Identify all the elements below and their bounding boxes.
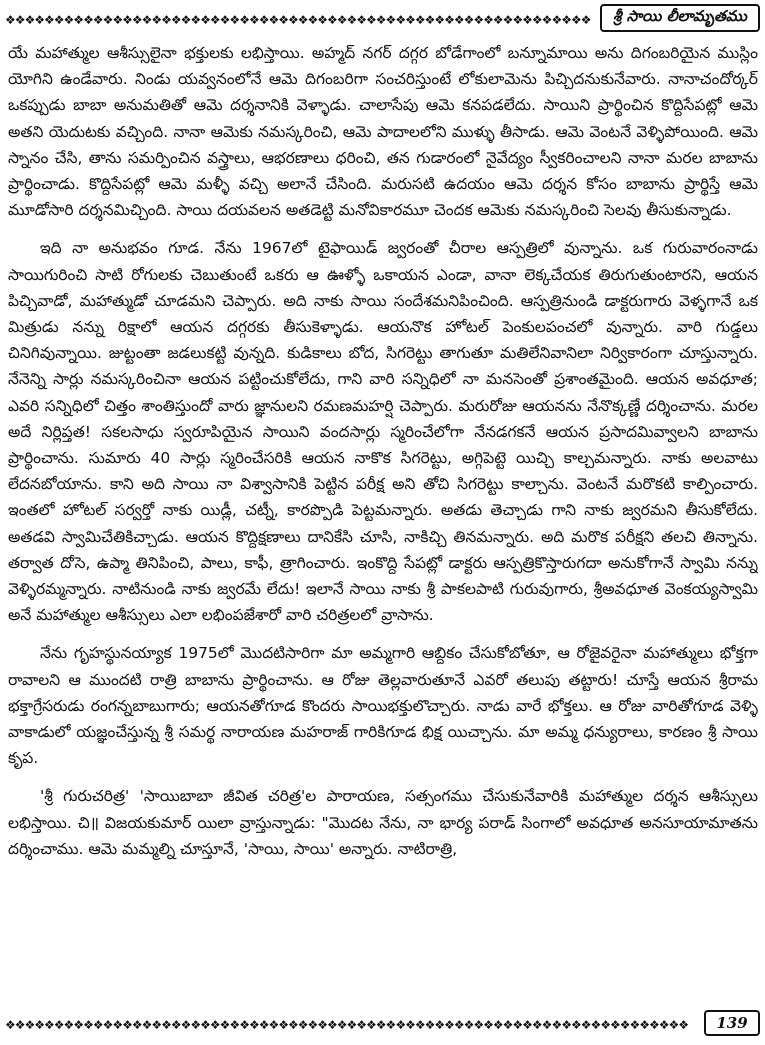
footer-ornament-border: ❖❖❖❖❖❖❖❖❖❖❖❖❖❖❖❖❖❖❖❖❖❖❖❖❖❖❖❖❖❖❖❖❖❖❖❖❖❖❖❖❖❖❖❖❖❖❖❖❖❖❖❖❖❖❖❖❖❖❖❖❖❖❖❖❖❖❖❖❖❖ <box>5 1018 689 1032</box>
paragraph-1: యే మహాత్ముల ఆశీస్సులైనా భక్తులకు లభిస్తాయి. అహ్మద్ నగర్ దగ్గర బోడేగాంలో బన్నూమాయి అను దిగంబరియైన ముస్లిం యోగిని ఉండేవారు. నిండు యవ్వనంలోనే ఆమె దిగంబరిగా సంచరిస్తుంటే లోకులామెను పిచ్చిదనుకునేవారు. నానాచందోర్కర్ ఒకప్పుడు బాబా అనుమతితో ఆమె దర్శనానికి వెళ్ళాడు. చాలాసేపు ఆమె కనపడలేదు. సాయిని ప్రార్థించిన కొద్దిసేపట్లో ఆమె అతని యెదుటకు వచ్చింది. నానా ఆమెకు నమస్కరించి, ఆమె పాదాలలోని ముళ్ళు తీసాడు. ఆమె వెంటనే వెళ్ళిపోయింది. ఆమె స్నానం చేసి, తాను సమర్పించిన వస్త్రాలు, ఆభరణాలు ధరించి, తన గుడారంలో నైవేద్యం స్వీకరించాలని నానా మరల బాబాను ప్రార్థించాడు. కొద్దిసేపట్లో ఆమె మళ్ళీ వచ్చి అలానే చేసింది. మరుసటి ఉదయం ఆమె దర్శన కోసం బాబాను ప్రార్థిస్తే ఆమె మూడోసారి దర్శనమిచ్చింది. సాయి దయవలన అతడెట్టి మనోవికారమూ చెందక ఆమెకు నమస్కరించి సెలవు తీసుకున్నాడు. <box>8 44 758 220</box>
running-book-title: శ్రీ సాయి లీలామృతము <box>600 4 760 32</box>
paragraph-2: ఇది నా అనుభవం గూడ. నేను 1967లో టైఫాయిడ్ జ్వరంతో చీరాల ఆస్పత్రిలో వున్నాను. ఒక గురువారంనాడు సాయిగురించి సాటి రోగులకు చెబుతుంటే ఒకరు ఆ ఊళ్ళో ఒకాయన ఎండా, వానా లెక్కచేయక తిరుగుతుంటారని, ఆయన పిచ్చివాడో, మహాత్ముడో చూడమని చెప్పారు. అది నాకు సాయి సందేశమనిపించింది. ఆస్పత్రినుండి డాక్టరుగారు వెళ్ళగానే ఒక మిత్రుడు నన్ను రిక్షాలో ఆయన దగ్గరకు తీసుకెళ్ళాడు. ఆయనొక హోటల్ పెంకులపంచలో వున్నారు. వారి గుడ్డలు చినిగివున్నాయి. జుట్టంతా జడలుకట్టి వున్నది. కుడికాలు బోద, సిగరెట్టు తాగుతూ మతిలేనివానిలా నిర్వికారంగా చూస్తున్నారు. నేనెన్ని సార్లు నమస్కరించినా ఆయన పట్టించుకోలేదు, గాని వారి సన్నిధిలో నా మనసెంతో ప్రశాంతమైంది. ఆయన అవధూత; ఎవరి సన్నిధిలో చిత్తం శాంతిస్తుందో వారు జ్ఞానులని రమణమహర్షి చెప్పారు. మరురోజు ఆయనను నేనొక్కణ్ణే దర్శించాను. మరల అదే నిర్లిప్తత! సకలసాధు స్వరూపియైన సాయిని వందసార్లు స్మరించేలోగా నేనడగకనే ఆయన ప్రసాదమివ్వాలని బాబాను ప్రార్థించాను. సుమారు 40 సార్లు స్మరించేసరికి ఆయన నాకొక సిగరెట్టు, అగ్గిపెట్టె యిచ్చి కాల్చమన్నారు. నాకు అలవాటు లేదనబోయాను. కాని అది సాయి నా విశ్వాసానికి పెట్టిన పరీక్ష అని తోచి సిగరెట్టు కాల్చాను. వెంటనే మరొకటి కాల్పించారు. ఇంతలో హోటల్ సర్వర్తో నాకు యిడ్లీ, చట్నీ, కారప్పొడి పెట్టమన్నారు. అతడు తెచ్చాడు గాని నాకు జ్వరమని తీసుకోలేదు. అతడవి స్వామిచేతికిచ్చాడు. ఆయన కొద్దిక్షణాలు దానికేసి చూసి, నాకిచ్చి తినమన్నారు. అది మరొక పరీక్షని తలచి తిన్నాను. తర్వాత దోసె, ఉప్మా తినిపించి, పాలు, కాఫీ, త్రాగించారు. ఇంకొద్ది సేపట్లో డాక్టరు ఆస్పత్రికొస్తారుగదా అనుకోగానే స్వామి నన్ను వెళ్ళిరమ్మన్నారు. నాటినుండి నాకు జ్వరమే లేదు! ఇలానే సాయి నాకు శ్రీ పాకలపాటి గురువుగారు, శ్రీఅవధూత వెంకయ్యస్వామి అనే మహాత్ముల ఆశీస్సులు ఎలా లభింపజేశారో వారి చరిత్రలలో వ్రాసాను. <box>8 239 758 625</box>
header-ornament-border: ❖❖❖❖❖❖❖❖❖❖❖❖❖❖❖❖❖❖❖❖❖❖❖❖❖❖❖❖❖❖❖❖❖❖❖❖❖❖❖❖❖❖❖❖❖❖❖❖❖❖❖❖❖❖❖❖❖❖❖❖ <box>5 13 591 27</box>
paragraph-3: నేను గృహస్థునయ్యాక 1975లో మొదటిసారిగా మా అమ్మగారి ఆబ్దికం చేసుకోబోతూ, ఆ రోజైవరైనా మహాత్ములు భోక్తగా రావాలని ఆ ముందటి రాత్రి బాబాను ప్రార్థించాను. ఆ రోజు తెల్లవారుతూనే ఎవరో తలుపు తట్టారు! చూస్తే ఆయన శ్రీరామ భక్తాగ్రేసరుడు రంగన్నబాబుగారు; ఆయనతోగూడ కొందరు సాయిభక్తులొచ్చారు. నాడు వారే భోక్తలు. ఆ రోజు వారితోగూడ వెళ్ళి వాకాడులో యజ్ఞంచేస్తున్న శ్రీ సమర్థ నారాయణ మహరాజ్ గారికిగూడ భిక్ష యిచ్చాను. మా అమ్మ ధన్యురాలు, కారణం శ్రీ సాయి కృప. <box>8 644 758 768</box>
paragraph-4: 'శ్రీ గురుచరిత్ర' 'సాయిబాబా జీవిత చరిత్ర'ల పారాయణ, సత్సంగము చేసుకునేవారికి మహాత్ముల దర్శన ఆశీస్సులు లభిస్తాయి. చి॥ విజయకుమార్ యిలా వ్రాస్తున్నాడు: "మొదట నేను, నా భార్య పరాడ్ సింగాలో అవధూత అనసూయామాతను దర్శించాము. ఆమె మమ్మల్ని చూస్తూనే, 'సాయి, సాయి' అన్నారు. నాటిరాత్రి, <box>8 787 758 858</box>
page-header <box>5 4 760 34</box>
page-number: 139 <box>704 1010 760 1036</box>
page-footer <box>5 1010 760 1040</box>
page-body <box>8 40 758 985</box>
